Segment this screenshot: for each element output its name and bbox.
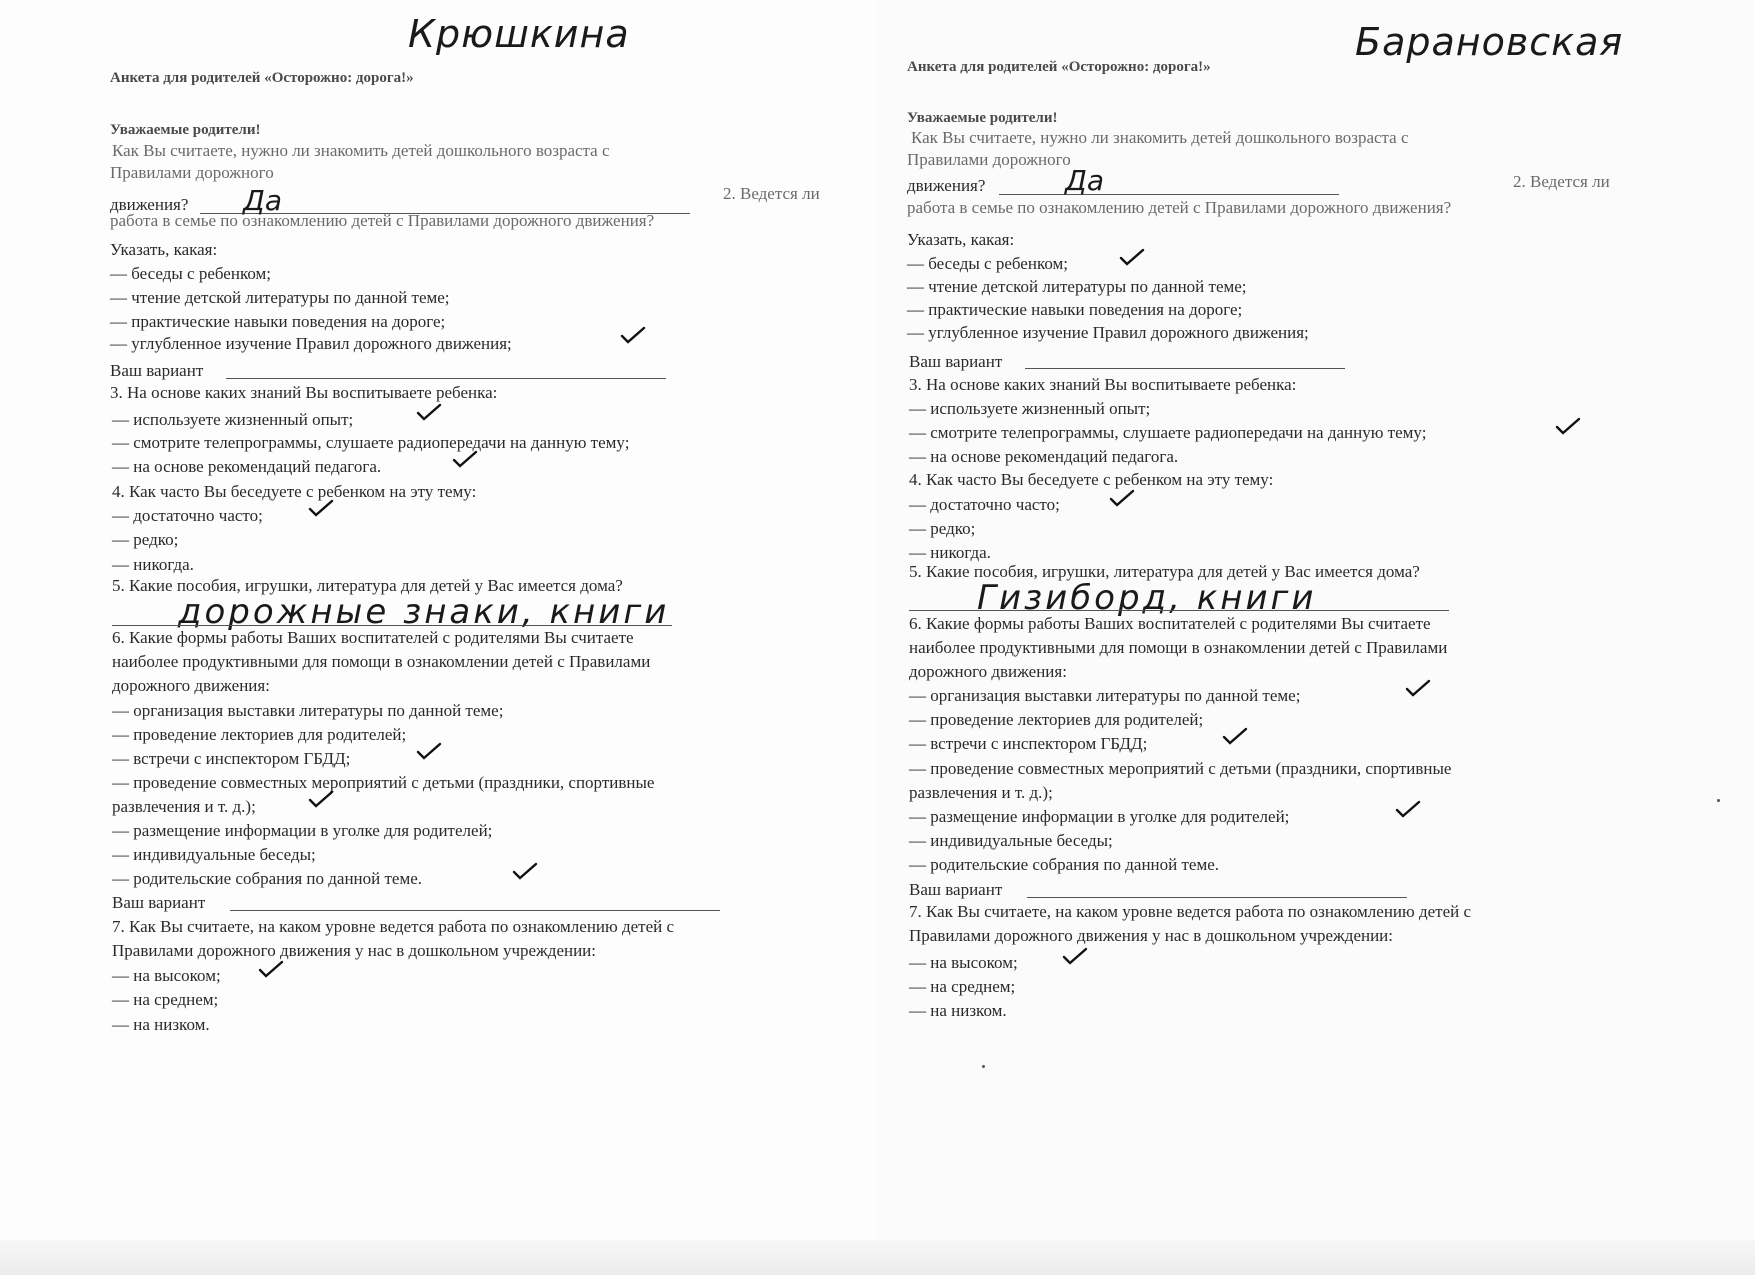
question-2-variant: Ваш вариант <box>110 361 204 380</box>
question-1-line-1: Как Вы считаете, нужно ли знакомить детей дошкольного возраста с <box>112 141 610 160</box>
question-6-line-3: дорожного движения: <box>112 676 270 695</box>
question-1-line-3: движения? <box>110 195 189 214</box>
question-5: 5. Какие пособия, игрушки, литература для детей у Вас имеется дома? <box>112 576 623 595</box>
question-3-option-1: — используете жизненный опыт; <box>112 410 354 429</box>
question-3-option-2: — смотрите телепрограммы, слушаете радиопередачи на данную тему; <box>909 423 1427 442</box>
question-5-handwritten-answer: Гизиборд, книги <box>977 578 1317 618</box>
question-4-option-1: — достаточно часто; <box>112 506 263 525</box>
question-6-line-3: дорожного движения: <box>909 662 1067 681</box>
checkmark-icon <box>416 742 442 760</box>
question-2-option-2: — чтение детской литературы по данной теме; <box>907 277 1247 296</box>
question-1-line-2: Правилами дорожного <box>907 150 1071 169</box>
question-6-line-2: наиболее продуктивными для помощи в ознакомлении детей с Правилами <box>909 638 1448 657</box>
question-6-option-2: — проведение лекториев для родителей; <box>909 710 1204 729</box>
question-2-option-1: — беседы с ребенком; <box>110 264 272 283</box>
checkmark-icon <box>1405 679 1431 697</box>
question-1-line-1: Как Вы считаете, нужно ли знакомить детей дошкольного возраста с <box>911 128 1409 147</box>
question-2-option-3: — практические навыки поведения на дороге; <box>907 300 1243 319</box>
question-1-line-3: движения? <box>907 176 986 195</box>
question-3: 3. На основе каких знаний Вы воспитываете ребенка: <box>110 383 498 402</box>
question-4-option-1: — достаточно часто; <box>909 495 1060 514</box>
checkmark-icon <box>1062 947 1088 965</box>
question-3-option-3: — на основе рекомендаций педагога. <box>112 457 382 476</box>
respondent-surname: Крюшкина <box>408 12 630 56</box>
answer-underline <box>909 610 1449 611</box>
question-6-option-6: — индивидуальные беседы; <box>909 831 1113 850</box>
question-2-line-1: работа в семье по ознакомлению детей с Правилами дорожного движения? <box>110 211 655 230</box>
question-1-line-2: Правилами дорожного <box>110 163 274 182</box>
answer-underline <box>112 625 672 626</box>
question-2-hint: Указать, какая: <box>110 240 218 259</box>
variant-underline <box>230 910 720 911</box>
question-1-handwritten-answer: Да <box>243 184 283 217</box>
checkmark-icon <box>1119 248 1145 266</box>
question-7-option-1: — на высоком; <box>909 953 1018 972</box>
question-6-option-7: — родительские собрания по данной теме. <box>112 869 423 888</box>
checkmark-icon <box>1395 800 1421 818</box>
question-2-number: 2. Ведется ли <box>1513 172 1610 191</box>
checkmark-icon <box>258 960 284 978</box>
question-7-line-2: Правилами дорожного движения у нас в дошкольном учреждении: <box>112 941 597 960</box>
question-2-option-4: — углубленное изучение Правил дорожного движения; <box>110 334 512 353</box>
question-6-option-7: — родительские собрания по данной теме. <box>909 855 1220 874</box>
question-6-line-1: 6. Какие формы работы Ваших воспитателей с родителями Вы считаете <box>909 614 1431 633</box>
question-6-line-2: наиболее продуктивными для помощи в ознакомлении детей с Правилами <box>112 652 651 671</box>
question-7-option-3: — на низком. <box>909 1001 1007 1020</box>
question-7-line-2: Правилами дорожного движения у нас в дошкольном учреждении: <box>909 926 1394 945</box>
question-7-option-3: — на низком. <box>112 1015 210 1034</box>
scan-speck <box>1717 799 1720 802</box>
question-3-option-3: — на основе рекомендаций педагога. <box>909 447 1179 466</box>
checkmark-icon <box>308 499 334 517</box>
question-2-hint: Указать, какая: <box>907 230 1015 249</box>
question-4-option-2: — редко; <box>112 530 179 549</box>
checkmark-icon <box>452 450 478 468</box>
answer-underline <box>999 194 1339 195</box>
question-6-option-1: — организация выставки литературы по данной теме; <box>909 686 1301 705</box>
question-4: 4. Как часто Вы беседуете с ребенком на эту тему: <box>112 482 477 501</box>
question-2-option-1: — беседы с ребенком; <box>907 254 1069 273</box>
question-6-option-5: — размещение информации в уголке для родителей; <box>909 807 1290 826</box>
question-2-line-1: работа в семье по ознакомлению детей с Правилами дорожного движения? <box>907 198 1452 217</box>
question-2-variant: Ваш вариант <box>909 352 1003 371</box>
question-6-variant: Ваш вариант <box>112 893 206 912</box>
checkmark-icon <box>1222 727 1248 745</box>
checkmark-icon <box>512 862 538 880</box>
respondent-surname: Барановская <box>1355 20 1624 64</box>
question-6-option-3: — встречи с инспектором ГБДД; <box>909 734 1148 753</box>
questionnaire-sheet-left <box>0 0 877 1275</box>
question-6-option-3: — встречи с инспектором ГБДД; <box>112 749 351 768</box>
question-4-option-3: — никогда. <box>909 543 991 562</box>
scan-edge-shadow <box>0 1240 1755 1275</box>
question-4-option-2: — редко; <box>909 519 976 538</box>
checkmark-icon <box>1109 489 1135 507</box>
question-4-option-3: — никогда. <box>112 555 194 574</box>
questionnaire-title: Анкета для родителей «Осторожно: дорога!» <box>907 59 1211 75</box>
question-2-option-4: — углубленное изучение Правил дорожного движения; <box>907 323 1309 342</box>
question-7-line-1: 7. Как Вы считаете, на каком уровне ведется работа по ознакомлению детей с <box>909 902 1472 921</box>
checkmark-icon <box>1555 417 1581 435</box>
question-2-option-2: — чтение детской литературы по данной теме; <box>110 288 450 307</box>
question-5-handwritten-answer: дорожные знаки, книги <box>178 592 670 632</box>
question-6-option-6: — индивидуальные беседы; <box>112 845 316 864</box>
checkmark-icon <box>620 326 646 344</box>
question-6-option-4b: развлечения и т. д.); <box>112 797 256 816</box>
variant-underline <box>1027 897 1407 898</box>
question-7-line-1: 7. Как Вы считаете, на каком уровне ведется работа по ознакомлению детей с <box>112 917 675 936</box>
question-4: 4. Как часто Вы беседуете с ребенком на эту тему: <box>909 470 1274 489</box>
question-6-option-1: — организация выставки литературы по данной теме; <box>112 701 504 720</box>
variant-underline <box>226 378 666 379</box>
question-6-option-2: — проведение лекториев для родителей; <box>112 725 407 744</box>
question-6-option-5: — размещение информации в уголке для родителей; <box>112 821 493 840</box>
variant-underline <box>1025 368 1345 369</box>
scan-speck <box>982 1065 985 1068</box>
question-6-option-4b: развлечения и т. д.); <box>909 783 1053 802</box>
greeting: Уважаемые родители! <box>110 122 261 138</box>
question-3: 3. На основе каких знаний Вы воспитываете ребенка: <box>909 375 1297 394</box>
question-3-option-1: — используете жизненный опыт; <box>909 399 1151 418</box>
checkmark-icon <box>308 790 334 808</box>
question-7-option-2: — на среднем; <box>112 990 219 1009</box>
question-7-option-2: — на среднем; <box>909 977 1016 996</box>
checkmark-icon <box>416 403 442 421</box>
questionnaire-title: Анкета для родителей «Осторожно: дорога!» <box>110 70 414 86</box>
question-6-option-4a: — проведение совместных мероприятий с детьми (праздники, спортивные <box>112 773 655 792</box>
question-6-variant: Ваш вариант <box>909 880 1003 899</box>
questionnaire-sheet-right <box>877 0 1754 1275</box>
question-3-option-2: — смотрите телепрограммы, слушаете радиопередачи на данную тему; <box>112 433 630 452</box>
question-6-option-4a: — проведение совместных мероприятий с детьми (праздники, спортивные <box>909 759 1452 778</box>
question-7-option-1: — на высоком; <box>112 966 221 985</box>
question-2-option-3: — практические навыки поведения на дороге; <box>110 312 446 331</box>
greeting: Уважаемые родители! <box>907 110 1058 126</box>
question-6-line-1: 6. Какие формы работы Ваших воспитателей с родителями Вы считаете <box>112 628 634 647</box>
question-2-number: 2. Ведется ли <box>723 184 820 203</box>
question-5: 5. Какие пособия, игрушки, литература для детей у Вас имеется дома? <box>909 562 1420 581</box>
question-1-handwritten-answer: Да <box>1065 164 1105 197</box>
